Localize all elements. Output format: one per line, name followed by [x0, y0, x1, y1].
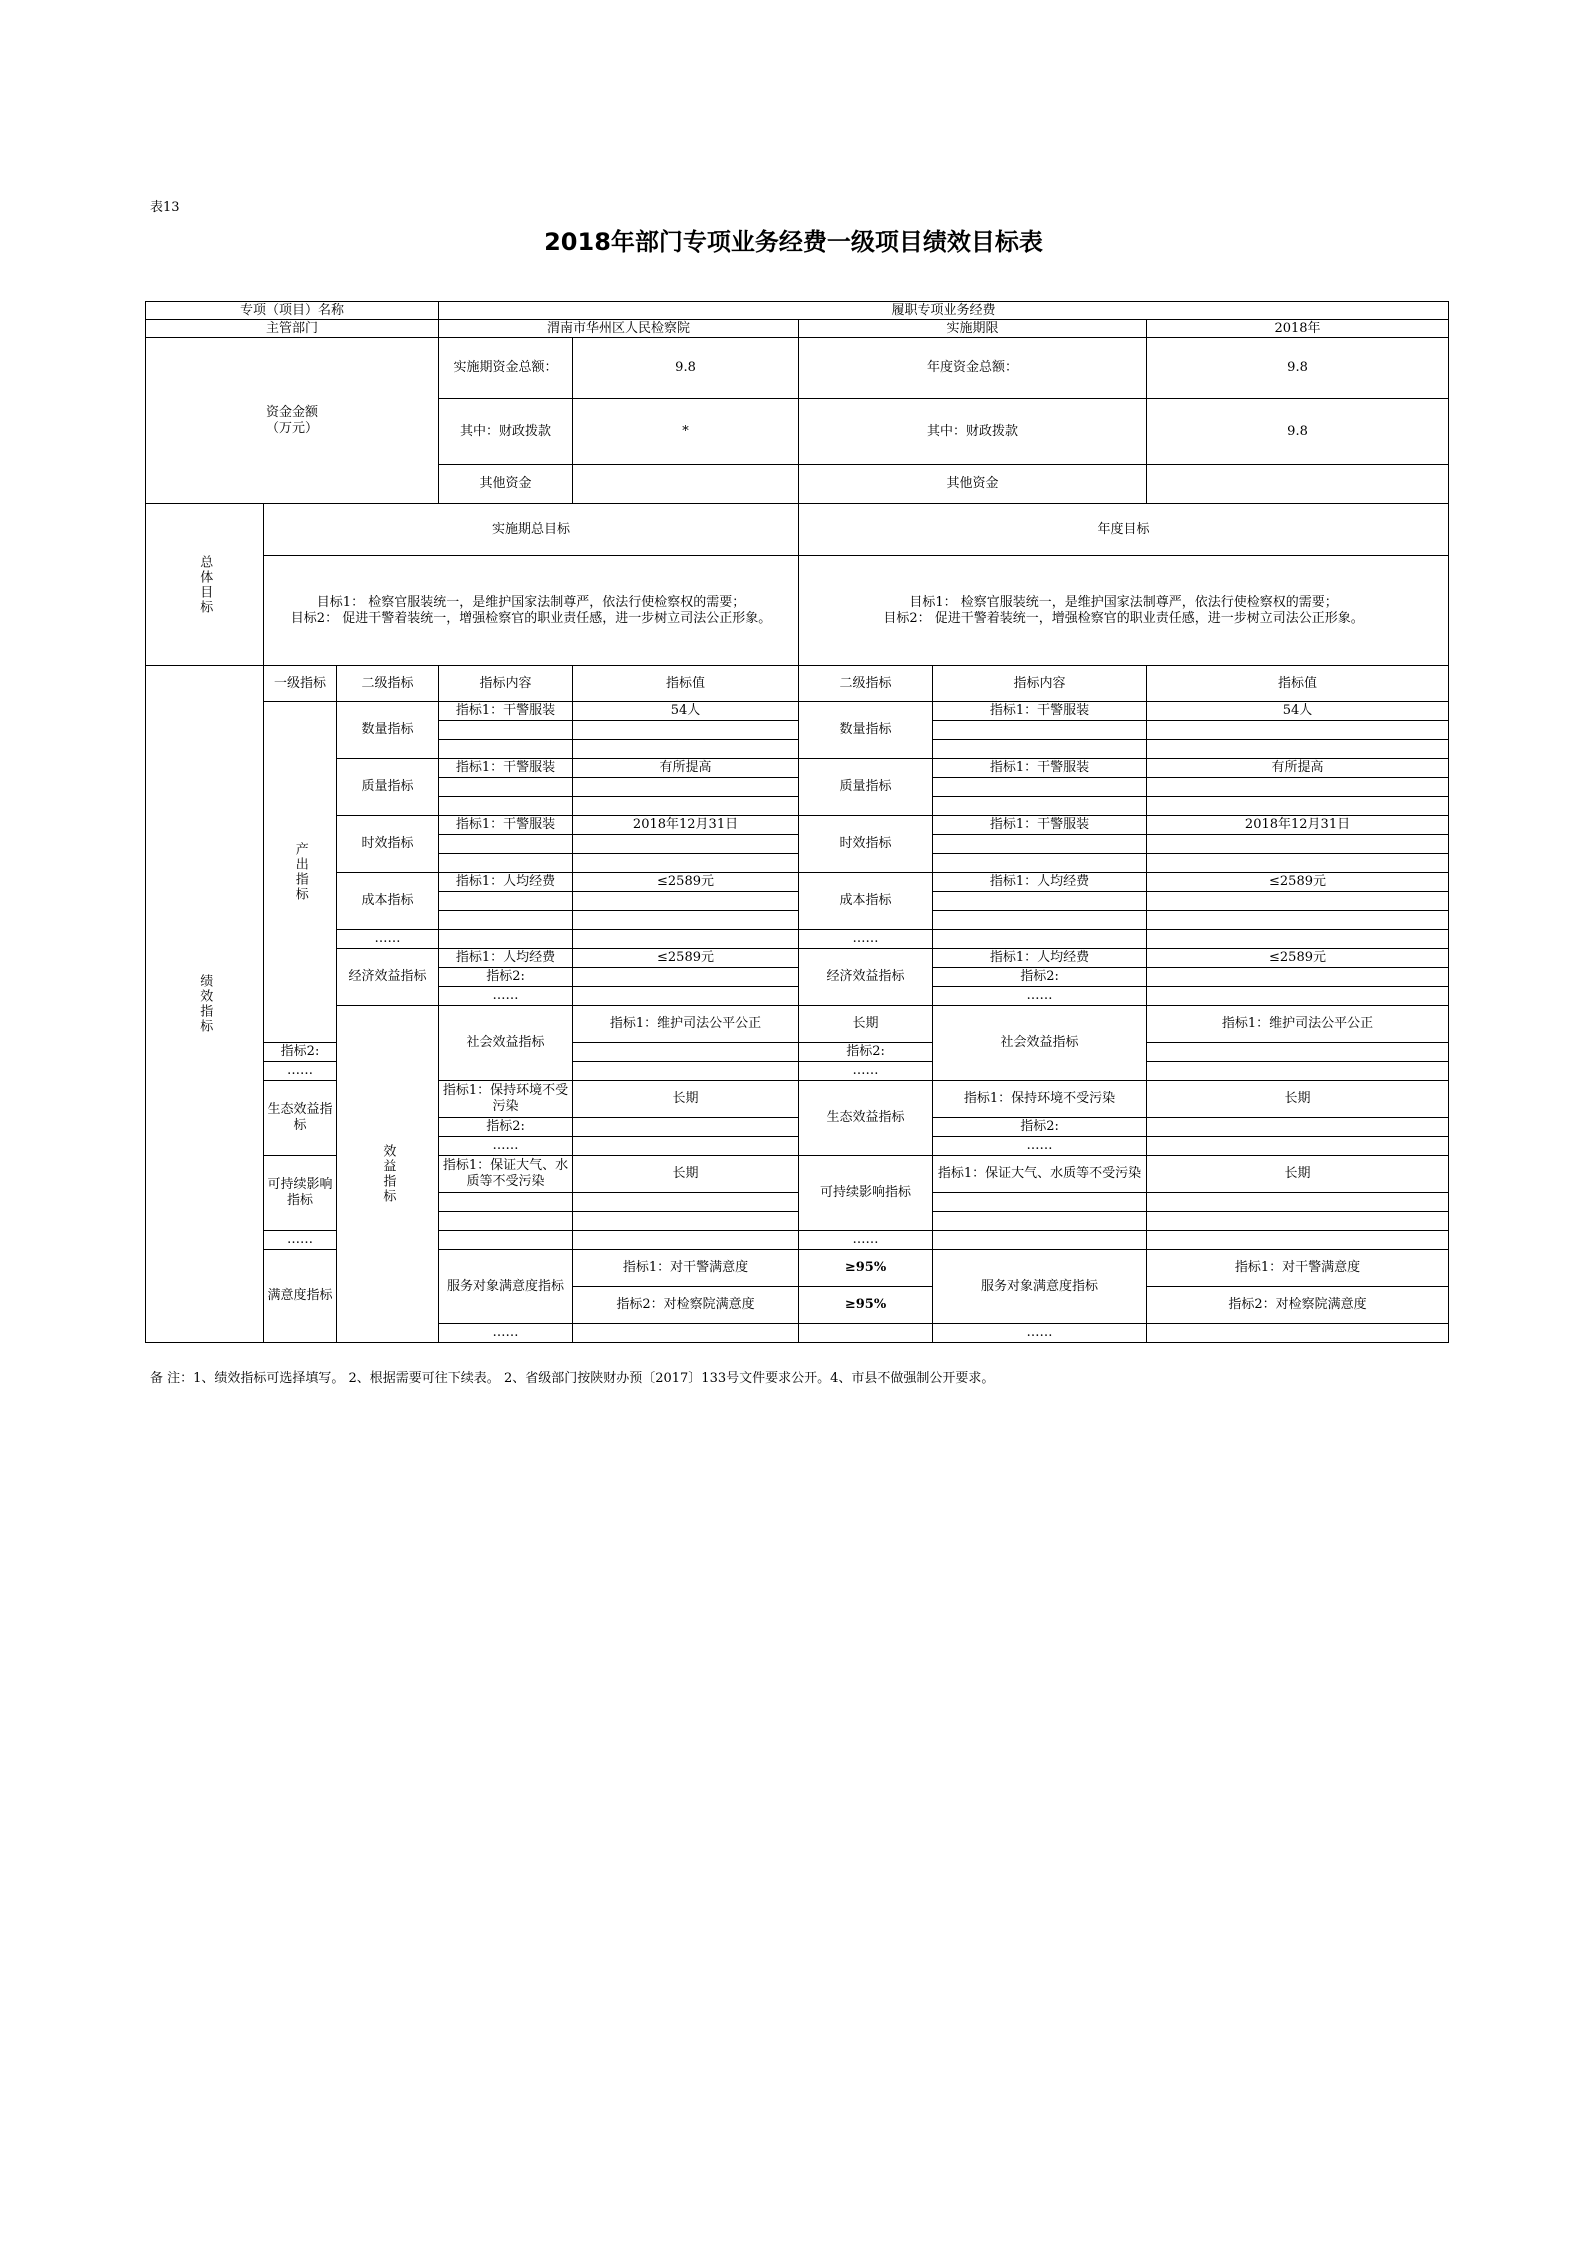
goal-impl-text — [264, 556, 799, 666]
social-ellipsis: …… — [264, 1062, 337, 1081]
timeliness-value-1: 2018年12月31日 — [573, 816, 799, 835]
timeliness-content-1-annual: 指标1：干警服装 — [933, 816, 1147, 835]
economic-value-1: ≤2589元 — [573, 949, 799, 968]
social-label-annual: 社会效益指标 — [933, 1006, 1147, 1081]
performance-table — [145, 301, 1449, 1343]
dept-label: 主管部门 — [146, 320, 439, 338]
output-label: 产出指标 — [264, 702, 337, 1043]
quantity-value-1: 54人 — [573, 702, 799, 721]
goal-annual-header: 年度目标 — [799, 504, 1449, 556]
goal-annual-1: 目标1： 检察官服装统一，是维护国家法制尊严，依法行使检察权的需要； — [909, 594, 1338, 610]
quality-label-annual: 质量指标 — [799, 759, 933, 816]
project-name: 履职专项业务经费 — [439, 302, 1449, 320]
economic-content-1: 指标1：人均经费 — [439, 949, 573, 968]
header-l2-annual: 二级指标 — [799, 666, 933, 702]
page-title: 2018年部门专项业务经费一级项目绩效目标表 — [544, 228, 1043, 256]
social-label: 社会效益指标 — [439, 1006, 573, 1081]
quantity-label-annual: 数量指标 — [799, 702, 933, 759]
service-value-2: ≥95% — [799, 1287, 933, 1324]
economic-label: 经济效益指标 — [337, 949, 439, 1006]
ecological-ellipsis-annual: …… — [933, 1137, 1147, 1156]
quality-value-1: 有所提高 — [573, 759, 799, 778]
footnote: 备 注：1、绩效指标可选择填写。 2、根据需要可往下续表。 2、省级部门按陕财办预〔2017〕133号文件要求公开。4、市县不做强制公开要求。 — [150, 1371, 995, 1386]
economic-ellipsis-annual: …… — [933, 987, 1147, 1006]
goal-section-label: 总体目标 — [146, 504, 264, 666]
ecological-content-1: 指标1：保持环境不受污染 — [439, 1081, 573, 1118]
funds-fiscal: * — [573, 399, 799, 465]
timeliness-label-annual: 时效指标 — [799, 816, 933, 873]
output-ellipsis-annual: …… — [799, 930, 933, 949]
goal-annual-text — [799, 556, 1449, 666]
benefit-label: 效益指标 — [337, 1006, 439, 1343]
ecological-content-2-annual: 指标2: — [933, 1118, 1147, 1137]
timeliness-value-1-annual: 2018年12月31日 — [1147, 816, 1449, 835]
quantity-label: 数量指标 — [337, 702, 439, 759]
sustainable-content-1: 指标1：保证大气、水质等不受污染 — [439, 1156, 573, 1193]
social-content-1-annual: 指标1：维护司法公平公正 — [1147, 1006, 1449, 1043]
header-l2: 二级指标 — [337, 666, 439, 702]
header-content: 指标内容 — [439, 666, 573, 702]
goal-annual-2: 目标2： 促进干警着装统一，增强检察官的职业责任感，进一步树立司法公正形象。 — [883, 610, 1364, 626]
service-label: 服务对象满意度指标 — [439, 1250, 573, 1324]
sustainable-value-1-annual: 长期 — [1147, 1156, 1449, 1193]
dept-value: 渭南市华州区人民检察院 — [439, 320, 799, 338]
goal-impl-1: 目标1： 检察官服装统一，是维护国家法制尊严，依法行使检察权的需要； — [316, 594, 746, 610]
sustainable-label-annual: 可持续影响指标 — [799, 1156, 933, 1231]
goal-impl-header: 实施期总目标 — [264, 504, 799, 556]
quantity-value-1-annual: 54人 — [1147, 702, 1449, 721]
funds-annual-total: 9.8 — [1147, 338, 1449, 399]
satisfaction-ellipsis: …… — [439, 1324, 573, 1343]
social-content-1: 指标1：维护司法公平公正 — [573, 1006, 799, 1043]
quality-value-1-annual: 有所提高 — [1147, 759, 1449, 778]
output-ellipsis: …… — [337, 930, 439, 949]
funds-other — [573, 465, 799, 504]
funds-total-label: 实施期资金总额： — [439, 338, 573, 399]
social-ellipsis-annual: …… — [799, 1062, 933, 1081]
economic-content-2-annual: 指标2: — [933, 968, 1147, 987]
funds-annual-total-label: 年度资金总额： — [799, 338, 1147, 399]
timeliness-content-1: 指标1：干警服装 — [439, 816, 573, 835]
doc-label: 表13 — [150, 200, 180, 215]
sustainable-label: 可持续影响指标 — [264, 1156, 337, 1231]
funds-label: 资金金额 （万元） — [146, 338, 439, 504]
cost-value-1: ≤2589元 — [573, 873, 799, 892]
service-content-2: 指标2：对检察院满意度 — [573, 1287, 799, 1324]
header-content-annual: 指标内容 — [933, 666, 1147, 702]
service-content-1-annual: 指标1：对干警满意度 — [1147, 1250, 1449, 1287]
cost-content-1: 指标1：人均经费 — [439, 873, 573, 892]
quantity-content-1-annual: 指标1：干警服装 — [933, 702, 1147, 721]
social-content-2-annual: 指标2: — [799, 1043, 933, 1062]
project-name-label: 专项（项目）名称 — [146, 302, 439, 320]
ecological-value-1: 长期 — [573, 1081, 799, 1118]
cost-value-1-annual: ≤2589元 — [1147, 873, 1449, 892]
funds-annual-other — [1147, 465, 1449, 504]
header-value: 指标值 — [573, 666, 799, 702]
goal-impl-2: 目标2： 促进干警着装统一，增强检察官的职业责任感，进一步树立司法公正形象。 — [290, 610, 772, 626]
ecological-value-1-annual: 长期 — [1147, 1081, 1449, 1118]
funds-fiscal-label: 其中：财政拨款 — [439, 399, 573, 465]
social-value-1: 长期 — [799, 1006, 933, 1043]
funds-annual-fiscal-label: 其中：财政拨款 — [799, 399, 1147, 465]
perf-section-label: 绩效指标 — [146, 666, 264, 1343]
economic-label-annual: 经济效益指标 — [799, 949, 933, 1006]
ecological-content-2: 指标2: — [439, 1118, 573, 1137]
header-l1: 一级指标 — [264, 666, 337, 702]
funds-other-label: 其他资金 — [439, 465, 573, 504]
funds-total: 9.8 — [573, 338, 799, 399]
service-content-2-annual: 指标2：对检察院满意度 — [1147, 1287, 1449, 1324]
service-content-1: 指标1：对干警满意度 — [573, 1250, 799, 1287]
cost-content-1-annual: 指标1：人均经费 — [933, 873, 1147, 892]
economic-content-2: 指标2: — [439, 968, 573, 987]
benefit-ellipsis-annual: …… — [799, 1231, 933, 1250]
benefit-ellipsis: …… — [264, 1231, 337, 1250]
timeliness-label: 时效指标 — [337, 816, 439, 873]
quality-content-1-annual: 指标1：干警服装 — [933, 759, 1147, 778]
economic-ellipsis: …… — [439, 987, 573, 1006]
header-value-annual: 指标值 — [1147, 666, 1449, 702]
ecological-ellipsis: …… — [439, 1137, 573, 1156]
economic-value-1-annual: ≤2589元 — [1147, 949, 1449, 968]
satisfaction-label: 满意度指标 — [264, 1250, 337, 1343]
social-content-2: 指标2: — [264, 1043, 337, 1062]
satisfaction-ellipsis-annual: …… — [933, 1324, 1147, 1343]
ecological-content-1-annual: 指标1：保持环境不受污染 — [933, 1081, 1147, 1118]
service-value-1: ≥95% — [799, 1250, 933, 1287]
ecological-label: 生态效益指标 — [264, 1081, 337, 1156]
period-label: 实施期限 — [799, 320, 1147, 338]
economic-content-1-annual: 指标1：人均经费 — [933, 949, 1147, 968]
sustainable-content-1-annual: 指标1：保证大气、水质等不受污染 — [933, 1156, 1147, 1193]
ecological-label-annual: 生态效益指标 — [799, 1081, 933, 1156]
cost-label: 成本指标 — [337, 873, 439, 930]
funds-annual-fiscal: 9.8 — [1147, 399, 1449, 465]
quality-content-1: 指标1：干警服装 — [439, 759, 573, 778]
sustainable-value-1: 长期 — [573, 1156, 799, 1193]
service-label-annual: 服务对象满意度指标 — [933, 1250, 1147, 1324]
period-value: 2018年 — [1147, 320, 1449, 338]
quality-label: 质量指标 — [337, 759, 439, 816]
quantity-content-1: 指标1：干警服装 — [439, 702, 573, 721]
cost-label-annual: 成本指标 — [799, 873, 933, 930]
funds-annual-other-label: 其他资金 — [799, 465, 1147, 504]
